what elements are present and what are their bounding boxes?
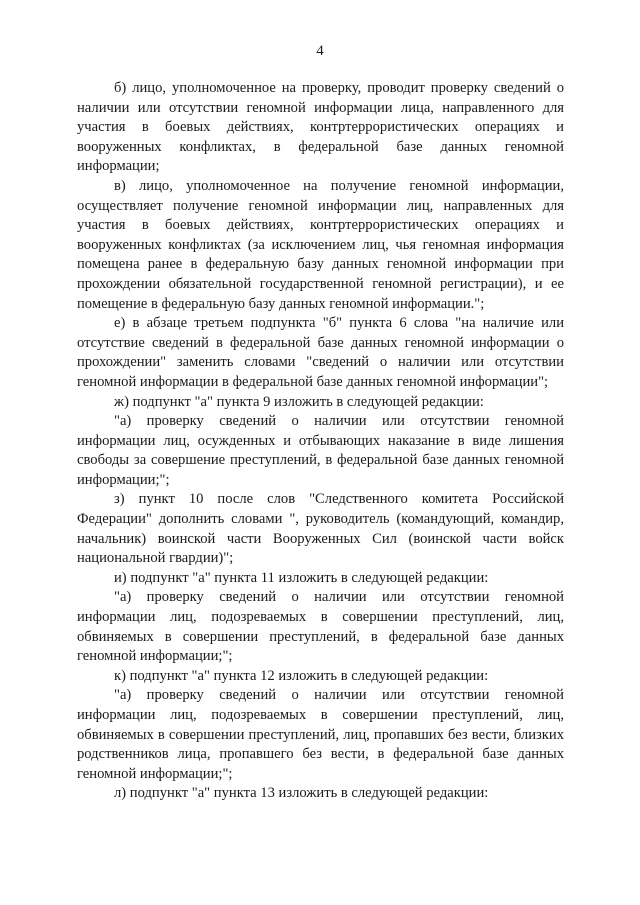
paragraph-k: к) подпункт "а" пункта 12 изложить в следующей редакции:: [114, 667, 489, 684]
paragraph-k-text: "а) проверку сведений о наличии или отсутствии геномной информации лиц, подозреваемых в совершении преступлений, лиц, обвиняемых в совершении преступлений, лиц, пропавших без вести, близких родственников лица, пропавшего без вести, в федеральной базе данных геномной информации;";: [77, 687, 564, 782]
paragraph-v: в) лицо, уполномоченное на получение геномной информации, осуществляет получение геномной информации лиц, направленных для участия в боевых действиях, контртеррористических операциях и вооруженных конфликтах (за исключением лиц, чья геномная информация помещена ранее в федеральную базу данных геномной информации при прохождении обязательной государственной геномной регистрации), и ее помещение в федеральную базу данных геномной информации.";: [77, 177, 564, 312]
page-number: 4: [316, 43, 324, 59]
paragraph-zh-text: "а) проверку сведений о наличии или отсутствии геномной информации лиц, осужденных и отбывающих наказание в виде лишения свободы за совершение преступлений, в федеральной базе данных геномной информации;";: [77, 413, 564, 488]
paragraph-l: л) подпункт "а" пункта 13 изложить в следующей редакции:: [114, 785, 489, 802]
paragraph-i: и) подпункт "а" пункта 11 изложить в следующей редакции:: [114, 569, 489, 586]
paragraph-z: з) пункт 10 после слов "Следственного комитета Российской Федерации" дополнить словами ", руководитель (командующий, командир, начальник) воинской части Вооруженных Сил (воинской части войск национальной гвардии)";: [77, 491, 564, 567]
paragraph-e: е) в абзаце третьем подпункта "б" пункта 6 слова "на наличие или отсутствие сведений в федеральной базе данных геномной информации о прохождении" заменить словами "сведений о наличии или отсутствии геномной информации в федеральной базе данных геномной информации";: [77, 315, 564, 390]
paragraph-b: б) лицо, уполномоченное на проверку, проводит проверку сведений о наличии или отсутствии геномной информации лица, направленного для участия в боевых действиях, контртеррористических операциях и вооруженных конфликтах, в федеральной базе данных геномной информации;: [77, 80, 564, 175]
document-body: [77, 79, 564, 804]
paragraph-i-text: "а) проверку сведений о наличии или отсутствии геномной информации лиц, подозреваемых в совершении преступлений, лиц, обвиняемых в совершении преступлений, в федеральной базе данных геномной информации;";: [77, 589, 564, 665]
paragraph-zh: ж) подпункт "а" пункта 9 изложить в следующей редакции:: [114, 393, 484, 410]
